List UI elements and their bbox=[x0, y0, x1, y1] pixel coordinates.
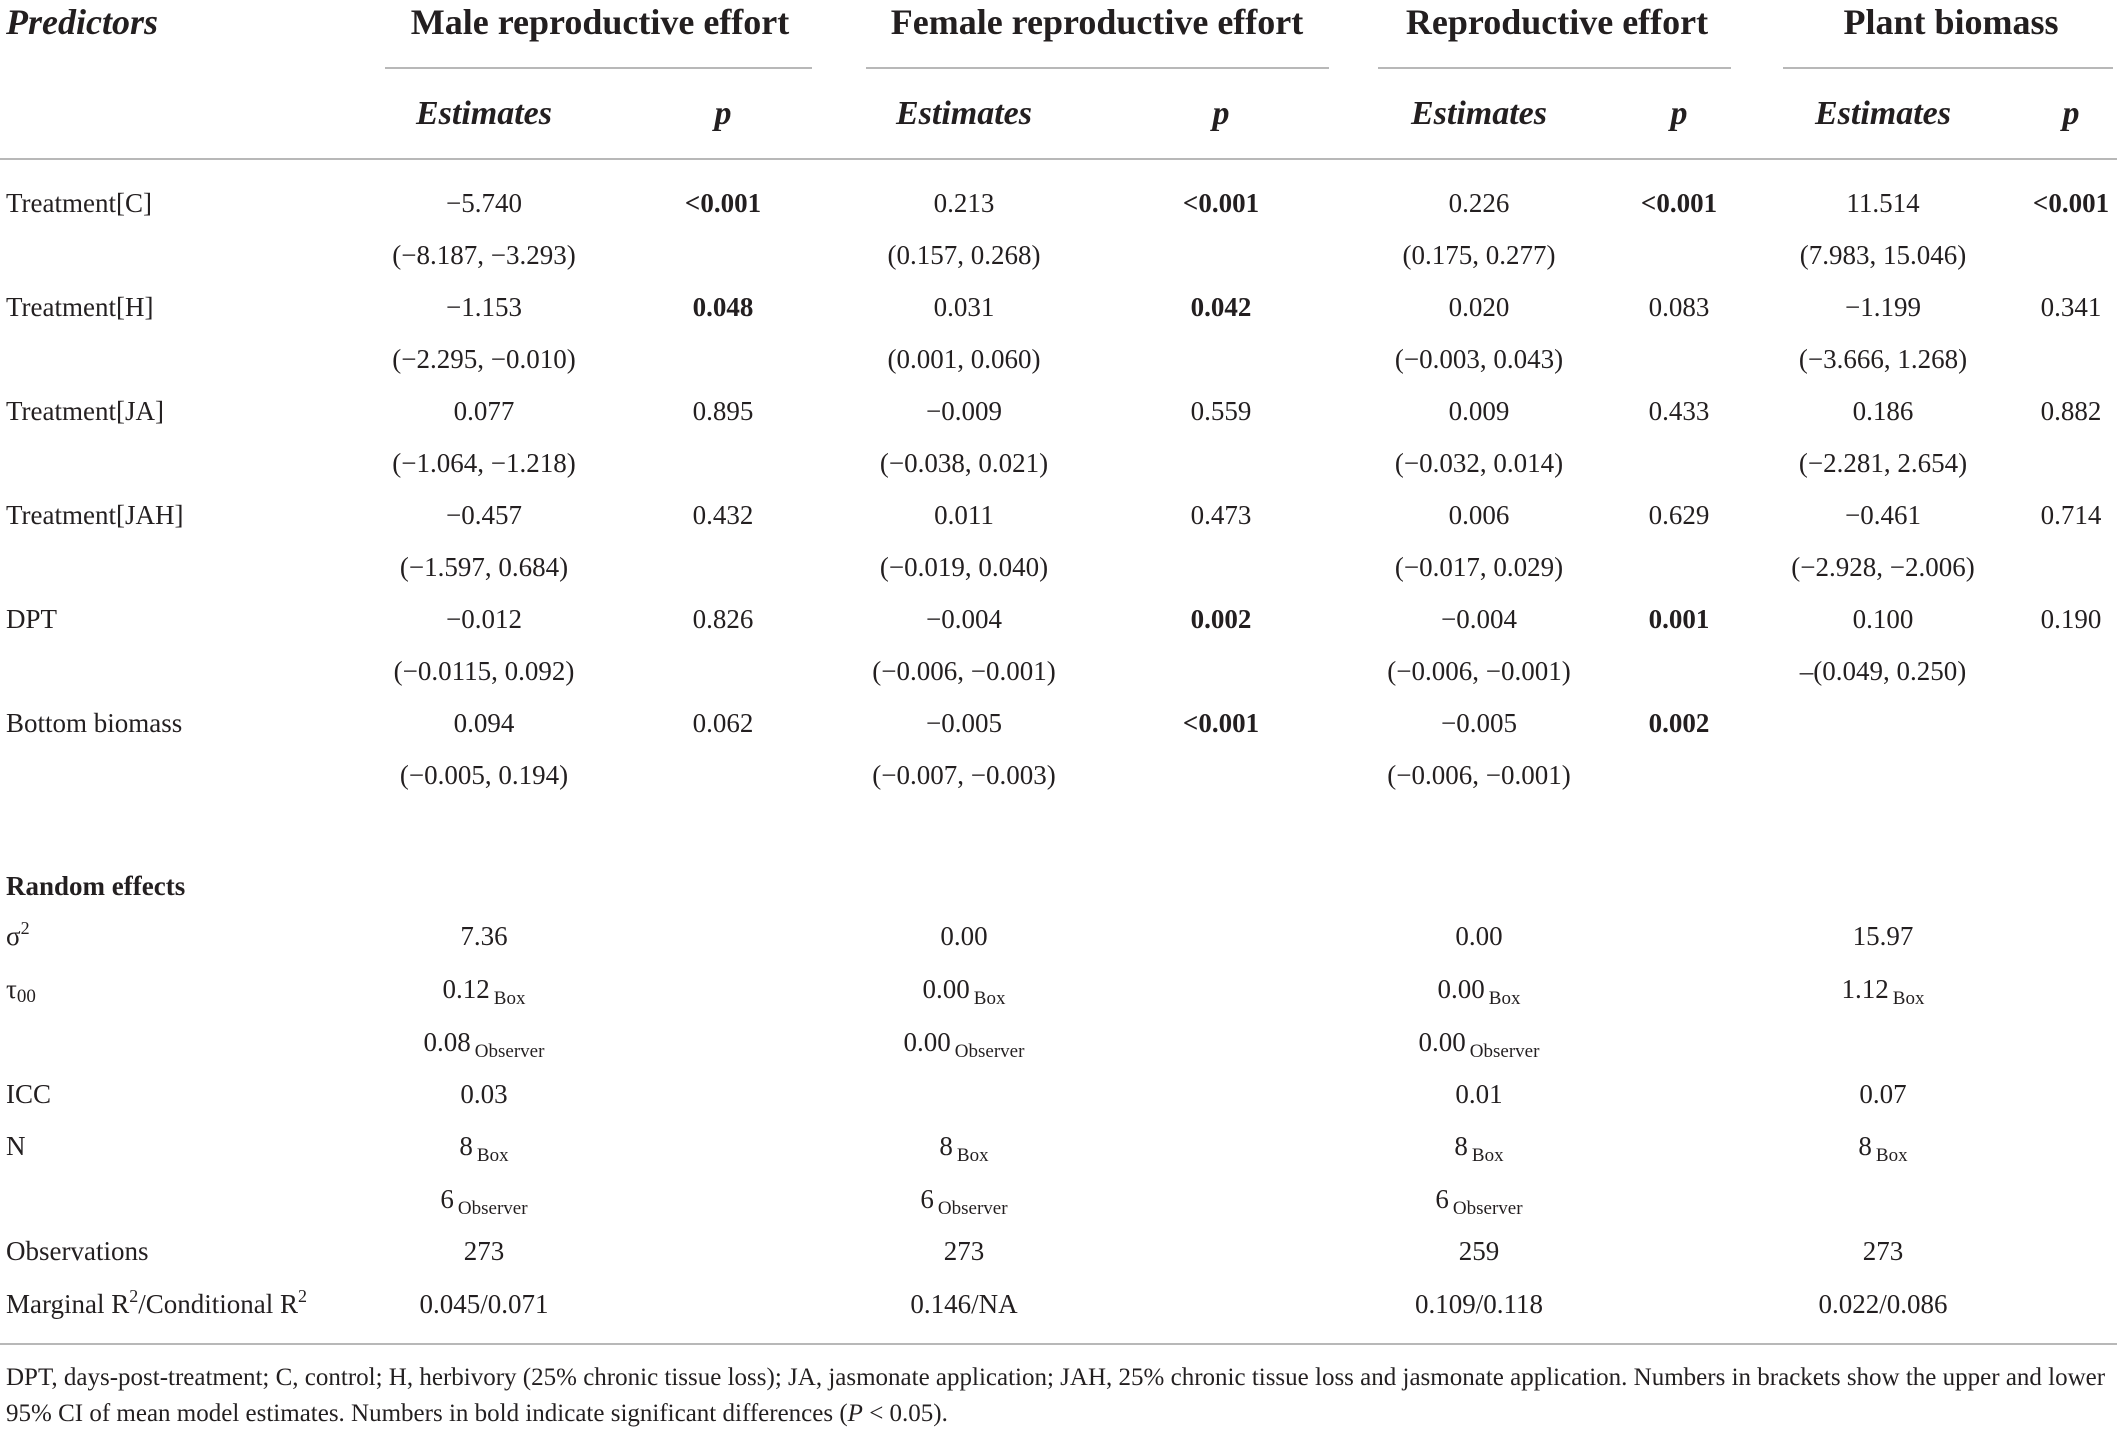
table-row bbox=[0, 294, 2117, 334]
table-row bbox=[0, 502, 2117, 542]
repro-confidence-interval: (−0.032, 0.014) bbox=[1394, 448, 1564, 478]
male-confidence-interval: (−2.295, −0.010) bbox=[392, 344, 576, 374]
n-box-row bbox=[0, 1133, 2117, 1173]
female-p-value: 0.042 bbox=[1190, 292, 1252, 322]
repro-confidence-interval: (−0.017, 0.029) bbox=[1394, 552, 1564, 582]
sigma-value: 0.00 bbox=[1455, 921, 1503, 951]
female-estimates-subheader: Estimates bbox=[895, 95, 1033, 132]
male-confidence-interval: (−1.064, −1.218) bbox=[392, 448, 576, 478]
repro-p-value: 0.433 bbox=[1648, 396, 1710, 426]
female-p-value: 0.559 bbox=[1190, 396, 1252, 426]
male-p-value: <0.001 bbox=[684, 188, 762, 218]
reproductive-effort-header: Reproductive effort bbox=[1405, 2, 1709, 42]
biomass-confidence-interval: (−2.281, 2.654) bbox=[1798, 448, 1968, 478]
biomass-group-rule bbox=[1783, 67, 2113, 69]
biomass-estimate: 0.186 bbox=[1852, 396, 1914, 426]
male-confidence-interval: (−0.0115, 0.092) bbox=[393, 656, 575, 686]
sigma-value: 15.97 bbox=[1852, 921, 1914, 951]
n-label: N bbox=[6, 1131, 26, 1161]
female-estimate: 0.213 bbox=[933, 188, 995, 218]
repro-p-value: 0.629 bbox=[1648, 500, 1710, 530]
r2-value: 0.045/0.071 bbox=[419, 1289, 549, 1319]
male-group-rule bbox=[385, 67, 812, 69]
biomass-p-value: 0.341 bbox=[2040, 292, 2102, 322]
tau-label: τ00 bbox=[6, 974, 36, 1007]
predictor-label: Treatment[JA] bbox=[6, 396, 164, 426]
table-row-ci bbox=[0, 450, 2117, 490]
sigma-value: 0.00 bbox=[940, 921, 988, 951]
male-estimate: −0.457 bbox=[446, 500, 522, 530]
biomass-estimate: −0.461 bbox=[1845, 500, 1921, 530]
female-estimate: −0.005 bbox=[926, 708, 1002, 738]
table-row bbox=[0, 398, 2117, 438]
male-p-value: 0.895 bbox=[692, 396, 754, 426]
tau-observer-value: 0.00 $_{Observer}$ bbox=[1418, 1027, 1540, 1062]
biomass-estimate: 11.514 bbox=[1846, 188, 1920, 218]
r2-value: 0.146/NA bbox=[910, 1289, 1018, 1319]
female-p-value: <0.001 bbox=[1182, 188, 1260, 218]
female-confidence-interval: (−0.006, −0.001) bbox=[872, 656, 1056, 686]
biomass-p-value: 0.882 bbox=[2040, 396, 2102, 426]
table-footnote: DPT, days-post-treatment; C, control; H, herbivory (25% chronic tissue loss); JA, jasmonate application; JAH, 25% chronic tissue loss and jasmonate application. Numbers in brackets show the upper and lower 95% CI of mean model estimates. Numbers in bold indicate significant differences (P < 0.05). bbox=[6, 1364, 2106, 1428]
table-row bbox=[0, 190, 2117, 230]
plant-biomass-header: Plant biomass bbox=[1843, 2, 2059, 42]
male-estimate: 0.094 bbox=[453, 708, 515, 738]
biomass-p-value: 0.714 bbox=[2040, 500, 2102, 530]
repro-p-subheader: p bbox=[1670, 95, 1688, 132]
female-p-value: 0.473 bbox=[1190, 500, 1252, 530]
male-p-value: 0.826 bbox=[692, 604, 754, 634]
table-row-ci bbox=[0, 762, 2117, 802]
tau-box-row bbox=[0, 976, 2117, 1016]
repro-confidence-interval: (0.175, 0.277) bbox=[1402, 240, 1556, 270]
repro-estimates-subheader: Estimates bbox=[1410, 95, 1548, 132]
male-p-value: 0.062 bbox=[692, 708, 754, 738]
male-confidence-interval: (−0.005, 0.194) bbox=[399, 760, 569, 790]
observations-value: 259 bbox=[1458, 1236, 1500, 1266]
repro-estimate: 0.009 bbox=[1448, 396, 1510, 426]
observations-row bbox=[0, 1238, 2117, 1278]
observations-value: 273 bbox=[943, 1236, 985, 1266]
tau-box-value: 0.00 $_{Box}$ bbox=[1437, 974, 1521, 1009]
n-observer-value: 6 $_{Observer}$ bbox=[920, 1184, 1008, 1219]
table-row bbox=[0, 710, 2117, 750]
table-row-ci bbox=[0, 242, 2117, 282]
male-p-subheader: p bbox=[714, 95, 732, 132]
r2-value: 0.109/0.118 bbox=[1415, 1289, 1543, 1319]
repro-confidence-interval: (−0.006, −0.001) bbox=[1387, 760, 1571, 790]
female-p-value: 0.002 bbox=[1190, 604, 1252, 634]
male-confidence-interval: (−8.187, −3.293) bbox=[392, 240, 576, 270]
male-confidence-interval: (−1.597, 0.684) bbox=[399, 552, 569, 582]
biomass-estimate: −1.199 bbox=[1845, 292, 1921, 322]
repro-estimate: −0.004 bbox=[1441, 604, 1517, 634]
female-confidence-interval: (0.001, 0.060) bbox=[887, 344, 1041, 374]
r2-value: 0.022/0.086 bbox=[1818, 1289, 1948, 1319]
sigma-value: 7.36 bbox=[460, 921, 508, 951]
table-row-ci bbox=[0, 554, 2117, 594]
predictor-label: Bottom biomass bbox=[6, 708, 183, 738]
n-observer-value: 6 $_{Observer}$ bbox=[440, 1184, 528, 1219]
female-p-subheader: p bbox=[1212, 95, 1230, 132]
repro-estimate: −0.005 bbox=[1441, 708, 1517, 738]
biomass-confidence-interval: –(0.049, 0.250) bbox=[1799, 656, 1967, 686]
icc-value: 0.07 bbox=[1859, 1079, 1907, 1109]
n-box-value: 8 $_{Box}$ bbox=[459, 1131, 509, 1166]
n-box-value: 8 $_{Box}$ bbox=[939, 1131, 989, 1166]
female-confidence-interval: (0.157, 0.268) bbox=[887, 240, 1041, 270]
table-row-ci bbox=[0, 658, 2117, 698]
predictor-label: Treatment[JAH] bbox=[6, 500, 184, 530]
male-estimate: −0.012 bbox=[446, 604, 522, 634]
icc-value: 0.03 bbox=[460, 1079, 508, 1109]
female-confidence-interval: (−0.007, −0.003) bbox=[872, 760, 1056, 790]
n-box-value: 8 $_{Box}$ bbox=[1454, 1131, 1504, 1166]
observations-value: 273 bbox=[1862, 1236, 1904, 1266]
table-row bbox=[0, 606, 2117, 646]
biomass-p-value: 0.190 bbox=[2040, 604, 2102, 634]
r2-row bbox=[0, 1286, 2117, 1331]
repro-p-value: 0.001 bbox=[1648, 604, 1710, 634]
male-estimate: −5.740 bbox=[446, 188, 522, 218]
icc-row bbox=[0, 1081, 2117, 1121]
observations-value: 273 bbox=[463, 1236, 505, 1266]
male-p-value: 0.432 bbox=[692, 500, 754, 530]
n-observer-row bbox=[0, 1186, 2117, 1226]
repro-p-value: <0.001 bbox=[1640, 188, 1718, 218]
female-estimate: −0.009 bbox=[926, 396, 1002, 426]
tau-box-value: 0.12 $_{Box}$ bbox=[442, 974, 526, 1009]
predictor-label: DPT bbox=[6, 604, 58, 634]
repro-estimate: 0.020 bbox=[1448, 292, 1510, 322]
predictor-label: Treatment[H] bbox=[6, 292, 154, 322]
biomass-confidence-interval: (−2.928, −2.006) bbox=[1791, 552, 1975, 582]
footer-rule bbox=[0, 1343, 2117, 1345]
repro-estimate: 0.006 bbox=[1448, 500, 1510, 530]
table-row-ci bbox=[0, 346, 2117, 386]
biomass-estimate: 0.100 bbox=[1852, 604, 1914, 634]
biomass-p-value: <0.001 bbox=[2032, 188, 2110, 218]
repro-p-value: 0.002 bbox=[1648, 708, 1710, 738]
female-confidence-interval: (−0.038, 0.021) bbox=[879, 448, 1049, 478]
n-observer-value: 6 $_{Observer}$ bbox=[1435, 1184, 1523, 1219]
repro-estimate: 0.226 bbox=[1448, 188, 1510, 218]
repro-confidence-interval: (−0.006, −0.001) bbox=[1387, 656, 1571, 686]
biomass-estimates-subheader: Estimates bbox=[1814, 95, 1952, 132]
male-estimate: −1.153 bbox=[446, 292, 522, 322]
sigma-row bbox=[0, 918, 2117, 963]
female-estimate: 0.031 bbox=[933, 292, 995, 322]
female-estimate: −0.004 bbox=[926, 604, 1002, 634]
male-p-value: 0.048 bbox=[692, 292, 754, 322]
repro-confidence-interval: (−0.003, 0.043) bbox=[1394, 344, 1564, 374]
female-estimate: 0.011 bbox=[934, 500, 994, 530]
n-box-value: 8 $_{Box}$ bbox=[1858, 1131, 1908, 1166]
female-confidence-interval: (−0.019, 0.040) bbox=[879, 552, 1049, 582]
repro-group-rule bbox=[1378, 67, 1731, 69]
observations-label: Observations bbox=[6, 1236, 149, 1266]
repro-p-value: 0.083 bbox=[1648, 292, 1710, 322]
sigma-label: $\sigma^2$ bbox=[6, 918, 30, 951]
biomass-confidence-interval: (−3.666, 1.268) bbox=[1798, 344, 1968, 374]
tau-observer-value: 0.08 $_{Observer}$ bbox=[423, 1027, 545, 1062]
female-p-value: <0.001 bbox=[1182, 708, 1260, 738]
tau-observer-value: 0.00 $_{Observer}$ bbox=[903, 1027, 1025, 1062]
biomass-confidence-interval: (7.983, 15.046) bbox=[1799, 240, 1967, 270]
predictors-header: Predictors bbox=[6, 2, 158, 42]
male-effort-header: Male reproductive effort bbox=[410, 2, 790, 42]
header-rule bbox=[0, 158, 2117, 160]
tau-box-value: 1.12 $_{Box}$ bbox=[1841, 974, 1925, 1009]
icc-value: 0.01 bbox=[1455, 1079, 1503, 1109]
female-effort-header: Female reproductive effort bbox=[890, 2, 1304, 42]
r2-label: Marginal $R^2$/Conditional $R^2$ bbox=[6, 1286, 308, 1319]
icc-label: ICC bbox=[6, 1079, 52, 1109]
male-estimates-subheader: Estimates bbox=[415, 95, 553, 132]
tau-box-value: 0.00 $_{Box}$ bbox=[922, 974, 1006, 1009]
tau-observer-row bbox=[0, 1029, 2117, 1069]
biomass-p-subheader: p bbox=[2062, 95, 2080, 132]
random-effects-title: Random effects bbox=[6, 871, 186, 901]
male-estimate: 0.077 bbox=[453, 396, 515, 426]
predictor-label: Treatment[C] bbox=[6, 188, 152, 218]
female-group-rule bbox=[866, 67, 1329, 69]
